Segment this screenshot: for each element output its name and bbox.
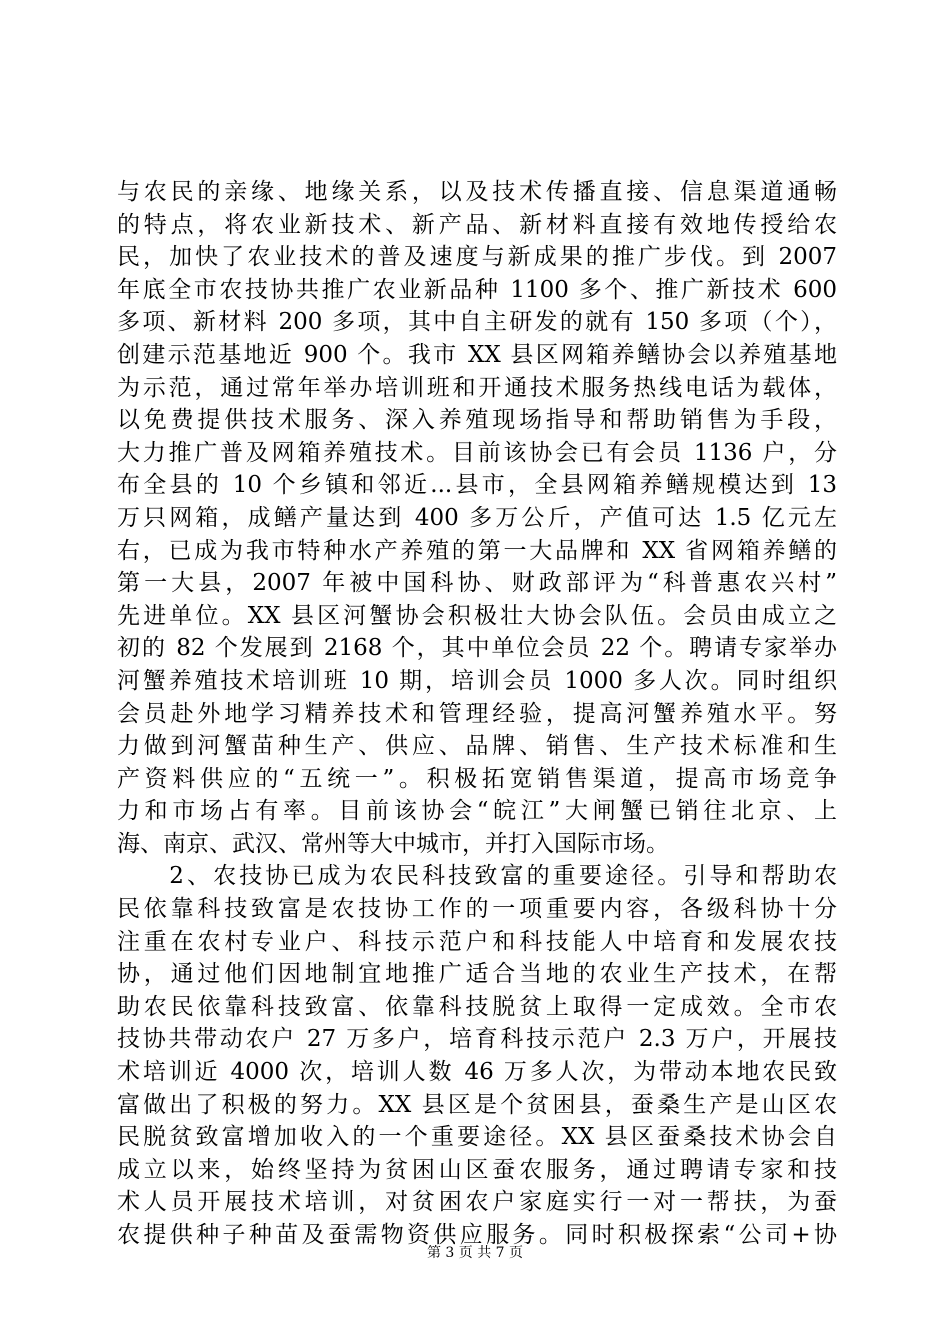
text-line: 会员赴外地学习精养技术和管理经验，提高河蟹养殖水平。努 bbox=[117, 700, 837, 727]
text-line: 力做到河蟹苗种生产、供应、品牌、销售、生产技术标准和生 bbox=[117, 733, 837, 760]
text-line: 多项、新材料 200 多项，其中自主研发的就有 150 多项（个）， bbox=[117, 309, 837, 336]
text-line: 以免费提供技术服务、深入养殖现场指导和帮助销售为手段， bbox=[117, 407, 837, 434]
text-line: 富做出了积极的努力。XX 县区是个贫困县，蚕桑生产是山区农 bbox=[117, 1091, 837, 1118]
body-text bbox=[117, 176, 837, 1252]
text-line: 万只网箱，成鳝产量达到 400 多万公斤，产值可达 1.5 亿元左 bbox=[117, 504, 837, 531]
text-line: 的特点，将农业新技术、新产品、新材料直接有效地传授给农 bbox=[117, 211, 837, 238]
text-line: 与农民的亲缘、地缘关系，以及技术传播直接、信息渠道通畅 bbox=[117, 179, 837, 205]
text-line: 河蟹养殖技术培训班 10 期，培训会员 1000 多人次。同时组织 bbox=[117, 667, 837, 694]
text-line: 布全县的 10 个乡镇和邻近...县市，全县网箱养鳝规模达到 13 bbox=[117, 472, 837, 499]
text-line: 术培训近 4000 次，培训人数 46 万多人次，为带动本地农民致 bbox=[117, 1059, 837, 1086]
text-line: 初的 82 个发展到 2168 个，其中单位会员 22 个。聘请专家举办 bbox=[117, 635, 837, 662]
text-line: 协，通过他们因地制宜地推广适合当地的农业生产技术，在帮 bbox=[117, 961, 837, 988]
text-line: 右，已成为我市特种水产养殖的第一大品牌和 XX 省网箱养鳝的 bbox=[117, 537, 837, 564]
text-line: 创建示范基地近 900 个。我市 XX 县区网箱养鳝协会以养殖基地 bbox=[117, 341, 837, 368]
text-line: 成立以来，始终坚持为贫困山区蚕农服务，通过聘请专家和技 bbox=[117, 1156, 837, 1183]
text-line: 民，加快了农业技术的普及速度与新成果的推广步伐。到 2007 bbox=[117, 244, 837, 271]
text-line: 产资料供应的“五统一”。积极拓宽销售渠道，提高市场竞争 bbox=[117, 765, 837, 792]
text-line: 农提供种子种苗及蚕需物资供应服务。同时积极探索“公司+协 bbox=[117, 1222, 837, 1248]
paragraph-end-line: 海、南京、武汉、常州等大中城市，并打入国际市场。 bbox=[117, 830, 669, 857]
text-line: 年底全市农技协共推广农业新品种 1100 多个、推广新技术 600 bbox=[117, 276, 837, 303]
text-line: 力和市场占有率。目前该协会“皖江”大闸蟹已销往北京、上 bbox=[117, 798, 837, 825]
text-line: 2、农技协已成为农民科技致富的重要途径。引导和帮助农 bbox=[117, 863, 837, 890]
text-line: 第一大县，2007 年被中国科协、财政部评为“科普惠农兴村” bbox=[117, 570, 837, 597]
text-line: 术人员开展技术培训，对贫困农户家庭实行一对一帮扶，为蚕 bbox=[117, 1189, 837, 1216]
text-line: 民脱贫致富增加收入的一个重要途径。XX 县区蚕桑技术协会自 bbox=[117, 1124, 837, 1151]
text-line: 大力推广普及网箱养殖技术。目前该协会已有会员 1136 户，分 bbox=[117, 439, 837, 466]
text-line: 助农民依靠科技致富、依靠科技脱贫上取得一定成效。全市农 bbox=[117, 993, 837, 1020]
text-line: 为示范，通过常年举办培训班和开通技术服务热线电话为载体， bbox=[117, 374, 837, 401]
text-line: 民依靠科技致富是农技协工作的一项重要内容，各级科协十分 bbox=[117, 896, 837, 923]
page-number-footer: 第 3 页 共 7 页 bbox=[426, 1245, 524, 1261]
text-line: 先进单位。XX 县区河蟹协会积极壮大协会队伍。会员由成立之 bbox=[117, 602, 837, 629]
text-line: 注重在农村专业户、科技示范户和科技能人中培育和发展农技 bbox=[117, 928, 837, 955]
text-line: 技协共带动农户 27 万多户，培育科技示范户 2.3 万户，开展技 bbox=[117, 1026, 837, 1053]
